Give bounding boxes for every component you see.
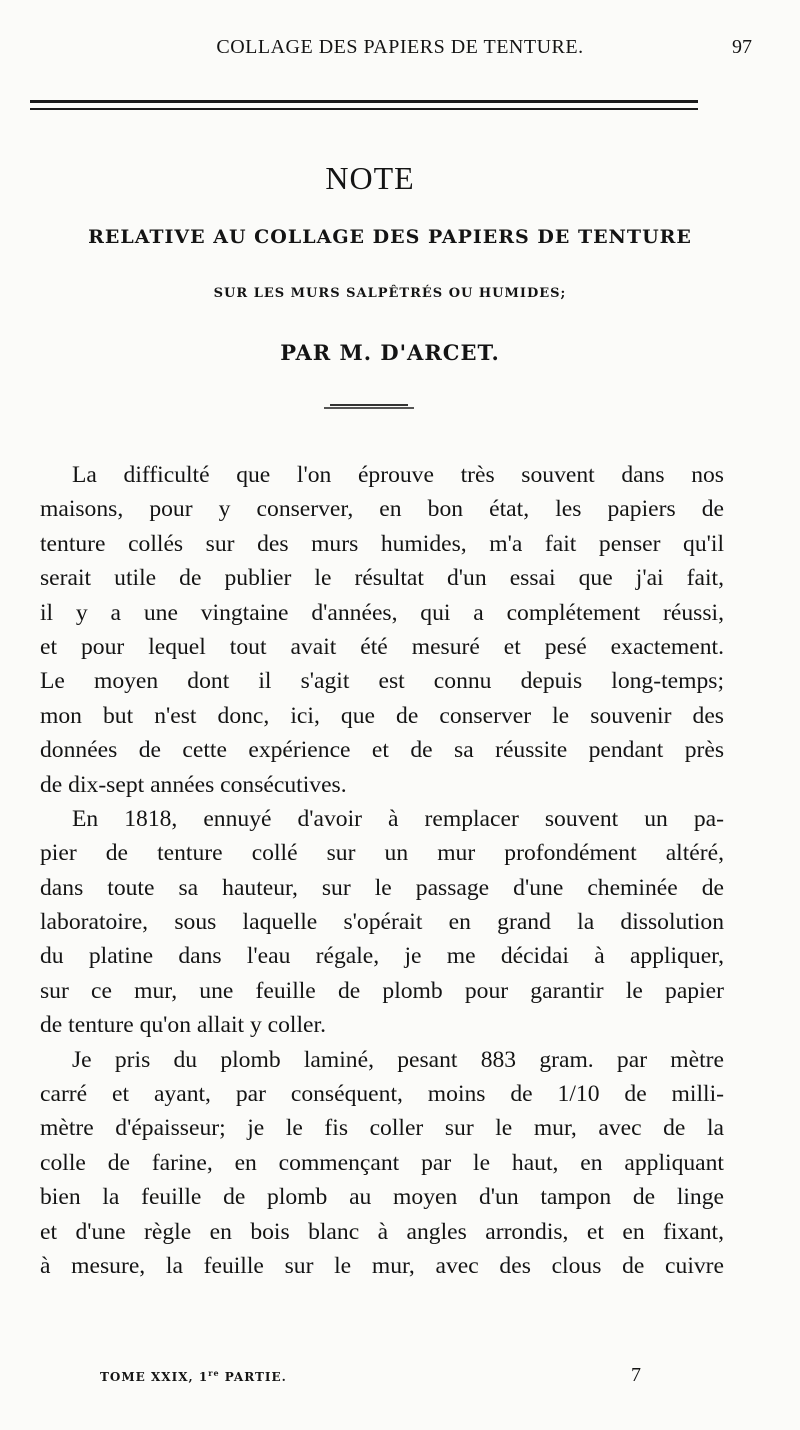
text-line: il y a une vingtaine d'années, qui a complétement réussi, bbox=[40, 599, 724, 626]
text-line: de tenture qu'on allait y coller. bbox=[40, 1012, 326, 1039]
text-line: maisons, pour y conserver, en bon état, les papiers de bbox=[40, 496, 724, 523]
text-line: Je pris du plomb laminé, pesant 883 gram. par mètre bbox=[72, 1046, 724, 1073]
footer bbox=[100, 1364, 660, 1392]
text-line: à mesure, la feuille sur le mur, avec des clous de cuivre bbox=[40, 1252, 724, 1279]
running-head bbox=[40, 32, 760, 66]
subtitle-line-2: SUR LES MURS SALPÊTRÉS OU HUMIDES; bbox=[213, 286, 567, 301]
signature-mark: 7 bbox=[631, 1364, 642, 1386]
text-line: et pour lequel tout avait été mesuré et pesé exactement. bbox=[40, 633, 724, 660]
text-line: colle de farine, en commençant par le haut, en appliquant bbox=[40, 1149, 724, 1176]
subtitle-line-1: RELATIVE AU COLLAGE DES PAPIERS DE TENTURE bbox=[88, 226, 692, 248]
ornament-rule bbox=[324, 404, 414, 410]
text-line: et d'une règle en bois blanc à angles arrondis, et en fixant, bbox=[40, 1218, 724, 1245]
header-double-rule bbox=[30, 100, 698, 112]
text-line: carré et ayant, par conséquent, moins de 1/10 de milli- bbox=[40, 1081, 724, 1108]
text-line: En 1818, ennuyé d'avoir à remplacer souvent un pa- bbox=[72, 805, 724, 832]
text-line: sur ce mur, une feuille de plomb pour garantir le papier bbox=[40, 977, 724, 1004]
volume-label bbox=[100, 1370, 287, 1384]
note-title: NOTE bbox=[325, 160, 415, 196]
text-line: données de cette expérience et de sa réussite pendant près bbox=[40, 737, 724, 764]
text-line: Le moyen dont il s'agit est connu depuis long-temps; bbox=[40, 668, 724, 695]
text-line: du platine dans l'eau régale, je me décidai à appliquer, bbox=[40, 943, 724, 970]
text-line: bien la feuille de plomb au moyen d'un tampon de linge bbox=[40, 1184, 724, 1211]
text-line: mètre d'épaisseur; je le fis coller sur le mur, avec de la bbox=[40, 1115, 724, 1142]
text-line: tenture collés sur des murs humides, m'a fait penser qu'il bbox=[40, 530, 724, 557]
text-line: mon but n'est donc, ici, que de conserver le souvenir des bbox=[40, 702, 724, 729]
volume-prefix: TOME XXIX, 1 bbox=[100, 1370, 209, 1384]
text-line: de dix-sept années consécutives. bbox=[40, 771, 347, 798]
body-text bbox=[40, 458, 724, 1283]
page-number: 97 bbox=[732, 36, 752, 58]
running-title: COLLAGE DES PAPIERS DE TENTURE. bbox=[216, 36, 584, 58]
text-line: laboratoire, sous laquelle s'opérait en grand la dissolution bbox=[40, 909, 724, 936]
text-line: serait utile de publier le résultat d'un essai que j'ai fait, bbox=[40, 565, 724, 592]
text-line: dans toute sa hauteur, sur le passage d'une cheminée de bbox=[40, 874, 724, 901]
volume-suffix: PARTIE. bbox=[219, 1370, 287, 1384]
ornament-stroke-top bbox=[330, 404, 408, 406]
volume-superscript: re bbox=[208, 1368, 220, 1378]
rule-thin bbox=[30, 108, 698, 110]
author-line: PAR M. D'ARCET. bbox=[280, 340, 500, 365]
text-line: La difficulté que l'on éprouve très souvent dans nos bbox=[72, 462, 724, 488]
rule-thick bbox=[30, 100, 698, 103]
text-line: pier de tenture collé sur un mur profondément altéré, bbox=[40, 840, 724, 867]
ornament-stroke-bottom bbox=[324, 407, 414, 409]
